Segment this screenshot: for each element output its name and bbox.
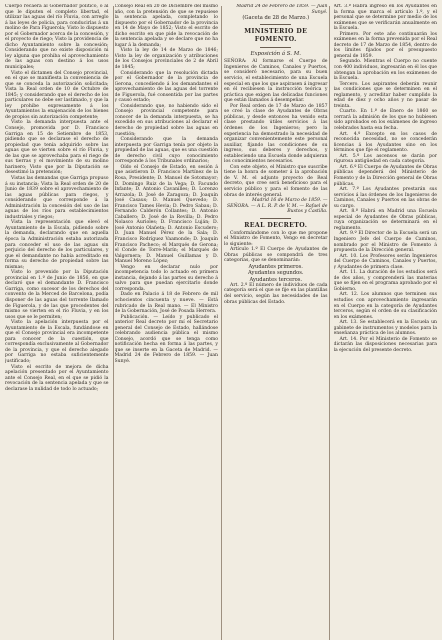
paragraph: Vista la representación que elevó el Ayuntamiento de la Escala, pidiendo sobre la demanda, declarando que en aquella época la Administración estaba autorizada para conceder el uso de las aguas sin perjuicio del derecho de los particulares, y que el demandante no había acreditado en forma su derecho de propiedad sobre las mismas;: [5, 220, 109, 270]
article: Art. 12. Los alumnos que terminen sus estudios con aprovechamiento ingresarán en el Cuerpo en la categoría de Ayudantes terceros, según el orden de su clasificación en los exámenes.: [333, 292, 437, 320]
article: Primero. Por este año continuarán los exámenes en la forma prevenida por el Real decreto de 17 de Marzo de 1854, dentro de los límites fijados por el presupuesto general de 1859.: [333, 31, 437, 59]
column-rule: [329, 6, 330, 640]
column-1: [5, 4, 109, 640]
article: Artículo 1.º El Cuerpo de Ayudantes de Obras públicas se compondrá de tres categorías, que se denominarán:: [224, 247, 328, 264]
column-4: [334, 4, 438, 640]
paragraph: Vengo en declarar nulo por incompetencia todo lo actuado en primera instancia, dejando á las partes su derecho á salvo para que puedan ejercitarlo donde corresponda.: [114, 264, 218, 292]
paragraph: Visto la ley de 14 de Marzo de 1846; Visto la ley de organización y atribuciones de los Consejos provinciales de 2 de Abril de 1845;: [114, 48, 218, 71]
paragraph: Considerando que, no habiendo sido el Consejo provincial competente para conocer de la demanda interpuesta, se ha excedido en sus atribuciones al declarar el derecho de propiedad sobre las aguas en cuestión;: [114, 103, 218, 137]
column-rule: [221, 6, 222, 640]
section-divider: [260, 218, 291, 219]
signature-line: Madrid 16 de Marzo de 1859. — SEÑORA. — A L. R. P. de V. M. — Rafael de Bustos y Castilla.: [226, 198, 328, 215]
paragraph: Considerando que la resolución dictada por el Gobernador de la provincia de Gerona, concediendo á los demandantes el aprovechamiento de las aguas del torrente de Figuerola, fué consentida por las partes y causó estado;: [114, 70, 218, 104]
paragraph: Con este objeto, el Ministro que suscribe tiene la honra de someter á la aprobación de V. M. el adjunto proyecto de Real decreto, que cree será beneficioso para el servicio público y para el fomento de las obras de interés general.: [224, 164, 328, 198]
article: Art. 14. Por el Ministerio de Fomento se dictarán las disposiciones necesarias para la ejecución del presente decreto.: [333, 336, 437, 353]
decree-title: REAL DECRETO.: [244, 221, 308, 229]
paragraph: Visto lo prevenido por la Diputación provincial en 1.º de Junio de 1856, en que declaró que el demandante D. Francisco Garriga, como sucesor de los derechos del convento de la Merced de Barcelona, podía disponer de las aguas del torrente llamado de Figuerola, y de las que procedentes del mismo se vierten en el río Fluvia, y en los usos que se le permiten;: [5, 270, 109, 320]
article: Art. 13. Se establecerá en la Escuela un gabinete de instrumentos y modelos para la enseñanza práctica de los alumnos.: [333, 320, 437, 337]
section-divider: [260, 24, 291, 25]
article: Art. 5.º Los ascensos se darán por rigurosa antigüedad en cada categoría.: [333, 153, 437, 165]
paragraph: Oído el Consejo de Estado, en sesión á que asistieron D. Francisco Martínez de la Rosa, Presidente; D. Manuel de Sotomayor; D. Domingo Ruiz de la Vega; D. Facundo Infante; D. Antonio Cavanilles; D. Lorenzo Arrazola; D. José de Zaragoza; D. Joaquín José Casaus; D. Manuel Quevedo; D. Francisco Tames Hevia; D. Pedro Sabau; D. Fernando Calderón Collantes; D. Antonio Caballero; D. José de la Revilla; D. Pedro Nolasco Aurioles; D. Francisco Luján; D. José Antonio Olañeta; D. Antonio Escudero; D. Juan Manuel Pérez de la Sala; D. Francisco Rodríguez Vaamonde; D. Joaquín Francisco Pacheco; el Marqués de Gerona; el Conde de Torre-Marín; el Marqués de Valgornera; D. Manuel Guillamas y D. Manuel Moreno López;: [114, 164, 218, 265]
column-rule: [113, 6, 114, 640]
article: Art. 2.º El número de individuos de cada categoría será el que se fije en las plantillas del servicio, según las necesidades de las obras públicas del Estado.: [224, 282, 328, 305]
article: Segundo. Mientras el Cuerpo no cuente con 400 individuos, ingresarán en él los que obtengan la aprobación en los exámenes de la Escuela.: [333, 59, 437, 82]
article: Art. 3.º Habrá ingreso en los Ayudantes en la forma que marca el artículo 1.º, y el personal que se determine por medio de los exámenes que se verificarán anualmente en la Escuela.: [333, 4, 437, 32]
paragraph: Por Real orden de 17 de Marzo de 1857 se creó la clase de Ayudantes de Obras públicas, y desde entonces ha venido esta clase prestando útiles servicios á las órdenes de los Ingenieros; pero la experiencia ha demostrado la necesidad de organizar convenientemente este personal auxiliar, fijando las condiciones de su ingreso, sus deberes y derechos, y estableciendo una Escuela donde adquieran los conocimientos necesarios.: [224, 103, 328, 165]
article: Art. 4.º Excepto en los casos de reconocida necesidad, no se concederán licencias á los Ayudantes sino en los términos que fije el reglamento.: [333, 131, 437, 154]
article: Art. 10. Los Profesores serán Ingenieros del Cuerpo de Caminos, Canales y Puertos, y Ayudantes de primera clase.: [333, 253, 437, 270]
paragraph: Publicación. — Leído y publicado el anterior Real decreto por mí el Secretario general del Consejo de Estado, hallándose celebrando audiencia pública el mismo Consejo, acordó que se tenga como notificación hecha en forma á las partes, y que se inserte en la Gaceta de Madrid. — Madrid 24 de Febrero de 1859. — Juan Sunyé.: [114, 314, 218, 364]
paragraph: Dado en Palacio á 18 de Febrero de mil ochocientos cincuenta y nueve. — Está rubricado de la Real mano. — El Ministro de la Gobernación, José de Posada Herrera.: [114, 292, 218, 315]
paragraph: Visto la apelación interpuesta por el Ayuntamiento de la Escala, fundándose en que el Consejo provincial era incompetente para conocer de la cuestión, que correspondía exclusivamente al Gobernador de la provincia, y que el derecho alegado por Garriga no estaba suficientemente justificado;: [5, 320, 109, 364]
paragraph: Visto el dictamen del Consejo provincial, en el que se manifiesta la conveniencia de que se conceda la autorización solicitada; Vista la Real orden de 10 de Octubre de 1845; y considerando que el derecho de los particulares no debe ser lastimado, y que la ley prohibe expresamente á los Ayuntamientos la enajenación de los bienes de propios sin autorización competente;: [5, 70, 109, 120]
paragraph: Cuerpo recaerá al Gobernador político, ó al que le diputen el completo libertad, el utilizar las aguas del río Fluvia, con arreglo á las leyes de policía, para conducirlas á un molino de Para Figuerola; Visto lo dispuesto por el Gobernador acerca de la concesión, y el proyecto de riego; Visto la providencia de dicho Ayuntamiento sobre la concesión; Considerando que no existe disposición ni ley alguna que prohiba el aprovechamiento de las aguas con destino á los usos municipales;: [5, 4, 109, 71]
paragraph: Considerando que la demanda interpuesta por Garriga tenía por objeto la propiedad de las aguas, que es una cuestión de derecho civil cuyo conocimiento corresponde á los Tribunales ordinarios;: [114, 137, 218, 165]
article: Art. 6.º El Cuerpo de Ayudantes de Obras públicas dependerá del Ministerio de Fomento y de la Dirección general de Obras públicas.: [333, 164, 437, 187]
ministry-title: MINISTERIO DE FOMENTO.: [244, 28, 308, 44]
paragraph: Visto el escrito de mejora de dicha apelación presentado por el Ayuntamiento ante el Consejo Real, en el que se pidió la revocación de la sentencia apelada y que se declarase la nulidad de todo lo actuado;: [5, 364, 109, 392]
gazette-reference: (Gaceta de 28 de Marzo.): [242, 15, 310, 22]
article: Tercero. Los aspirantes deberán reunir las condiciones que se determinen en el reglamento, y acreditar haber cumplido la edad de diez y ocho años y no pasar de treinta.: [333, 81, 437, 109]
article-item: Ayudantes primeros.: [248, 263, 303, 270]
article: Art. 8.º Habrá en Madrid una Escuela especial de Ayudantes de Obras públicas, cuya organización se determinará en el reglamento.: [333, 209, 437, 231]
paragraph: Vistas las demandas que Garriga propuso á su instancia; Vista la Real orden de 20 de Junio de 1839 sobre el aprovechamiento de las aguas públicas para riegos, y considerando que corresponde á la Administración la concesión del uso de las aguas de los ríos para establecimientos industriales y riegos;: [5, 175, 109, 220]
paragraph: Consejo Real en 20 de Diciembre del mismo año, con la pretensión de que se repusiese la sentencia apelada, completando lo dispuesto por el Gobernador de la provincia en 14 de Mayo de 1852; Visto el escrito de dicho escrito en que pide la revocación de la sentencia apelada y se declare que no ha lugar á la demanda;: [114, 4, 218, 48]
exposicion-title: Exposición á S. M.: [250, 51, 301, 58]
paragraph: Conformándome con lo que me propone el Ministro de Fomento, Vengo en decretar lo siguiente:: [224, 230, 328, 247]
article: Art. 7.º Los Ayudantes prestarán sus servicios á las órdenes de los Ingenieros de Caminos, Canales y Puertos en las obras de su cargo.: [333, 187, 437, 209]
section-divider: [260, 47, 291, 48]
dateline: Madrid 24 de Febrero de 1859. — Juan Sunyé.: [236, 4, 328, 15]
column-3: [224, 4, 328, 640]
paragraph: Visto la demanda interpuesta ante el Consejo, promovida por D. Francisco Garriga en 15 de Setiembre de 1853, pidiendo que se declarase el derecho de propiedad que tenía adquirido sobre las aguas que se vierten sobre el río Fluvia, y de las que se aprovechaba para el riego de sus tierras y el movimiento de su molino harinero; Visto que por la Diputación se desestimó la pretensión;: [5, 120, 109, 176]
article: Art. 11. La duración de los estudios será de dos años, y comprenderá las materias que se fijen en el programa aprobado por el Gobierno.: [333, 270, 437, 292]
article: Art. 9.º El Director de la Escuela será un Ingeniero Jefe del Cuerpo de Caminos, nombrado por el Ministro de Fomento á propuesta de la Dirección general.: [333, 231, 437, 254]
article-item: Ayudantes segundos.: [247, 270, 304, 277]
paragraph: SEÑORA: Al formarse el Cuerpo de Ingenieros de Caminos, Canales y Puertos, se consideró necesario, para su buen servicio, el establecimiento de una Escuela especial en que los que aspirasen á ingresar en él recibiesen la instrucción teórica y práctica que exigen las delicadas funciones que están llamados á desempeñar.: [224, 59, 328, 104]
article: Cuarto. En 1.º de Enero de 1860 se cerrará la admisión de los que no hubiesen sido aprobados en los exámenes de ingreso celebrados hasta esa fecha.: [333, 109, 437, 132]
article-item: Ayudantes terceros.: [249, 276, 303, 283]
column-2: [115, 4, 219, 640]
